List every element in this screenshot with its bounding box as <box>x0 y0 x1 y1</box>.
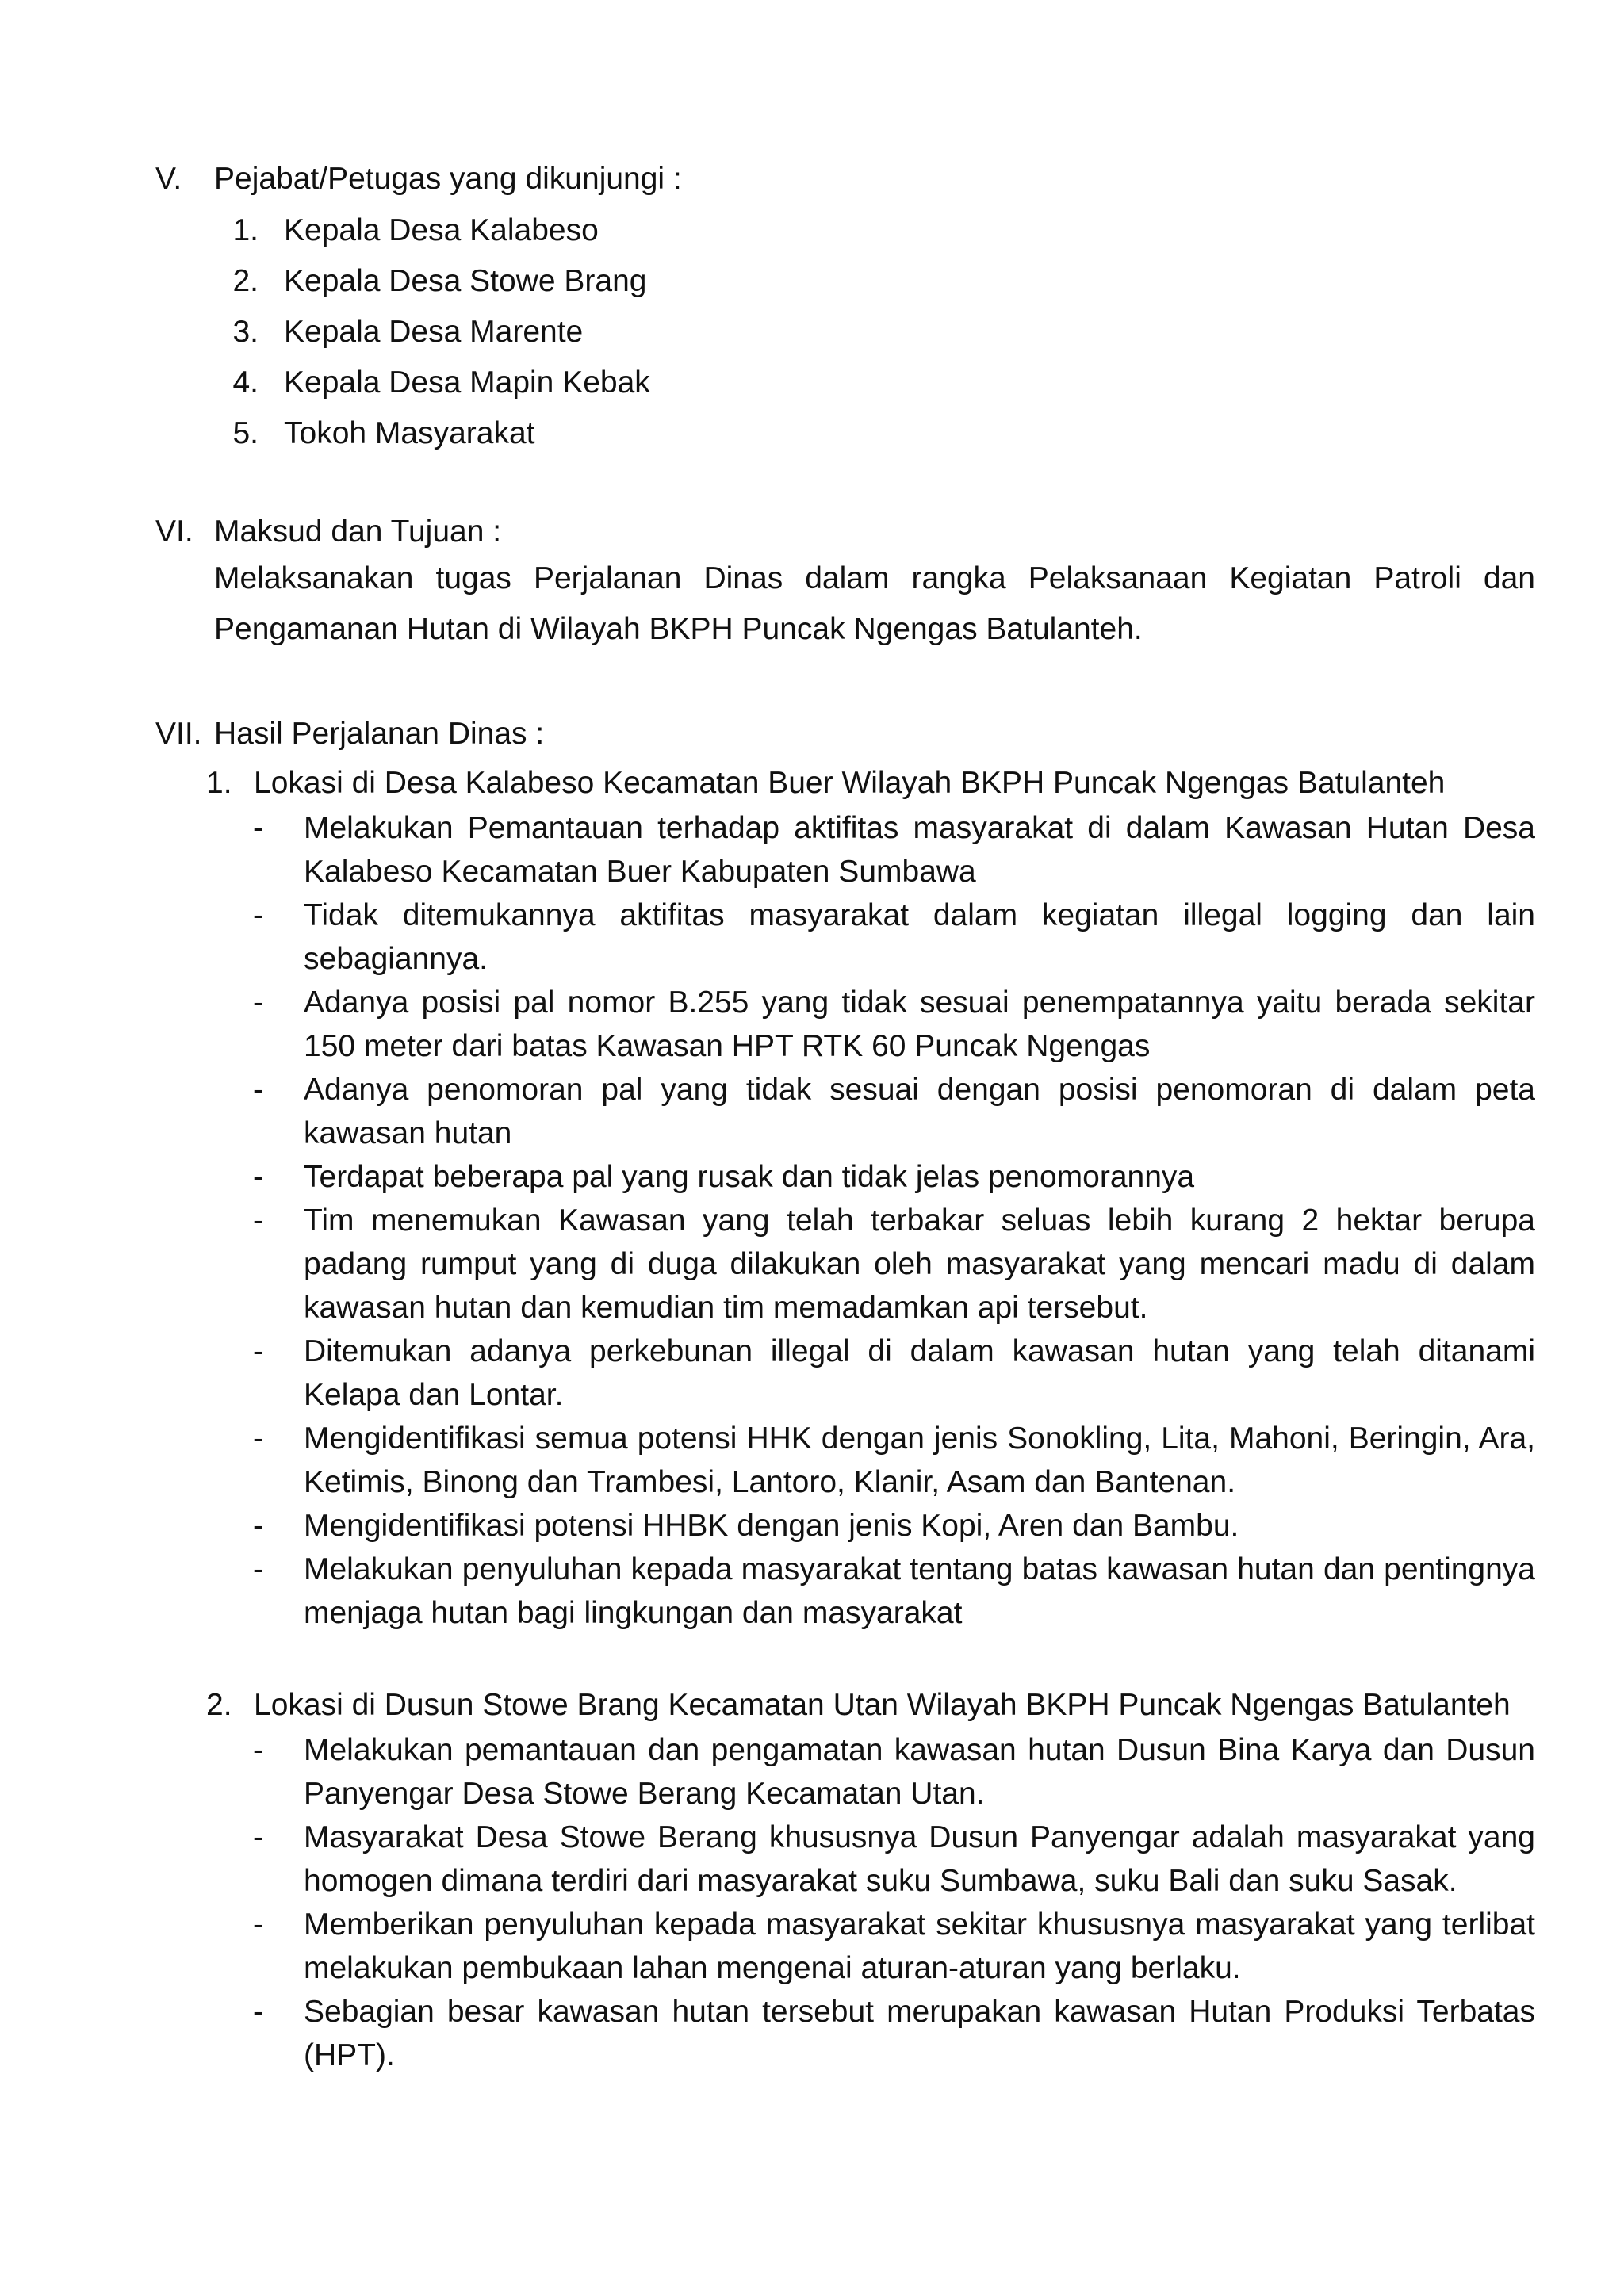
list-item-text: Masyarakat Desa Stowe Berang khususnya Dusun Panyengar adalah masyarakat yang homogen dimana terdiri dari masyarakat suku Sumbawa, suku Bali dan suku Sasak. <box>304 1820 1535 1898</box>
dash-bullet: - <box>253 1203 263 1238</box>
location-1-number: 1. <box>206 766 232 800</box>
list-item <box>206 1816 1535 1903</box>
section-v-numeral: V. <box>155 162 182 196</box>
dash-bullet: - <box>253 1552 263 1586</box>
section-vi-heading <box>155 510 1535 553</box>
list-item-text: Mengidentifikasi potensi HHBK dengan jenis Kopi, Aren dan Bambu. <box>304 1509 1239 1543</box>
list-item <box>206 1199 1535 1330</box>
location-2 <box>206 1683 1535 2077</box>
list-item-text: Kepala Desa Mapin Kebak <box>284 365 650 400</box>
list-item-text: Adanya penomoran pal yang tidak sesuai dengan posisi penomoran di dalam peta kawasan hutan <box>304 1073 1535 1150</box>
dash-bullet: - <box>253 985 263 1020</box>
location-2-title: Lokasi di Dusun Stowe Brang Kecamatan Utan Wilayah BKPH Puncak Ngengas Batulanteh <box>254 1688 1511 1722</box>
dash-bullet: - <box>253 1733 263 1767</box>
list-item-text: Kepala Desa Stowe Brang <box>284 264 647 298</box>
section-vi-body: Melaksanakan tugas Perjalanan Dinas dalam rangka Pelaksanaan Kegiatan Patroli dan Pengamanan Hutan di Wilayah BKPH Puncak Ngengas Batulanteh. <box>214 561 1535 646</box>
list-item <box>206 1068 1535 1155</box>
dash-bullet: - <box>253 1334 263 1368</box>
location-2-heading <box>206 1683 1535 1727</box>
list-item-text: Melakukan Pemantauan terhadap aktifitas masyarakat di dalam Kawasan Hutan Desa Kalabeso Kecamatan Buer Kabupaten Sumbawa <box>304 811 1535 889</box>
list-item <box>206 1155 1535 1199</box>
location-1-title: Lokasi di Desa Kalabeso Kecamatan Buer Wilayah BKPH Puncak Ngengas Batulanteh <box>254 766 1446 800</box>
list-item-number: 2. <box>232 264 259 298</box>
visited-officials-list <box>155 205 1535 459</box>
list-item-text: Melakukan pemantauan dan pengamatan kawasan hutan Dusun Bina Karya dan Dusun Panyengar Desa Stowe Berang Kecamatan Utan. <box>304 1733 1535 1811</box>
dash-bullet: - <box>253 1820 263 1854</box>
section-vii <box>155 712 1535 756</box>
list-item-text: Tokoh Masyarakat <box>284 416 535 450</box>
location-2-number: 2. <box>206 1688 232 1722</box>
list-item <box>206 981 1535 1068</box>
section-vi <box>155 510 1535 655</box>
list-item <box>206 806 1535 894</box>
location-1 <box>206 761 1535 1635</box>
list-item <box>206 1330 1535 1417</box>
dash-bullet: - <box>253 811 263 845</box>
list-item <box>155 358 1535 408</box>
list-item-number: 5. <box>232 416 259 450</box>
list-item-text: Adanya posisi pal nomor B.255 yang tidak sesuai penempatannya yaitu berada sekitar 150 meter dari batas Kawasan HPT RTK 60 Puncak Ngengas <box>304 985 1535 1063</box>
list-item-text: Terdapat beberapa pal yang rusak dan tidak jelas penomorannya <box>304 1160 1195 1194</box>
list-item <box>206 1903 1535 1990</box>
list-item-text: Kepala Desa Kalabeso <box>284 213 599 247</box>
section-v <box>155 157 1535 459</box>
list-item <box>155 205 1535 256</box>
section-vii-title: Hasil Perjalanan Dinas : <box>214 717 545 751</box>
list-item-number: 4. <box>232 365 259 400</box>
section-vii-numeral: VII. <box>155 717 202 751</box>
list-item <box>206 1417 1535 1504</box>
list-item <box>155 408 1535 459</box>
dash-bullet: - <box>253 1995 263 2029</box>
list-item <box>206 1548 1535 1635</box>
dash-bullet: - <box>253 1073 263 1107</box>
list-item-text: Sebagian besar kawasan hutan tersebut merupakan kawasan Hutan Produksi Terbatas (HPT). <box>304 1995 1535 2072</box>
section-vii-heading <box>155 712 1535 756</box>
list-item-number: 1. <box>232 213 259 247</box>
location-1-heading <box>206 761 1535 805</box>
list-item-text: Tidak ditemukannya aktifitas masyarakat dalam kegiatan illegal logging dan lain sebagiannya. <box>304 898 1535 976</box>
list-item-text: Memberikan penyuluhan kepada masyarakat sekitar khususnya masyarakat yang terlibat melakukan pembukaan lahan mengenai aturan-aturan yang berlaku. <box>304 1908 1535 1985</box>
dash-bullet: - <box>253 1422 263 1456</box>
list-item <box>206 1504 1535 1548</box>
section-v-heading <box>155 157 1535 201</box>
location-1-findings <box>206 806 1535 1635</box>
section-vi-title: Maksud dan Tujuan : <box>214 515 502 549</box>
dash-bullet: - <box>253 1509 263 1543</box>
section-v-title: Pejabat/Petugas yang dikunjungi : <box>214 162 682 196</box>
dash-bullet: - <box>253 898 263 932</box>
list-item <box>206 894 1535 981</box>
list-item <box>155 256 1535 307</box>
section-vi-numeral: VI. <box>155 515 193 549</box>
list-item-text: Melakukan penyuluhan kepada masyarakat tentang batas kawasan hutan dan pentingnya menjaga hutan bagi lingkungan dan masyarakat <box>304 1552 1535 1630</box>
list-item-text: Tim menemukan Kawasan yang telah terbakar seluas lebih kurang 2 hektar berupa padang rumput yang di duga dilakukan oleh masyarakat yang mencari madu di dalam kawasan hutan dan kemudian tim memadamkan api tersebut. <box>304 1203 1535 1325</box>
list-item-text: Mengidentifikasi semua potensi HHK dengan jenis Sonokling, Lita, Mahoni, Beringin, Ara, Ketimis, Binong dan Trambesi, Lantoro, Klanir, Asam dan Bantenan. <box>304 1422 1535 1499</box>
list-item-text: Ditemukan adanya perkebunan illegal di dalam kawasan hutan yang telah ditanami Kelapa dan Lontar. <box>304 1334 1535 1412</box>
location-2-findings <box>206 1728 1535 2077</box>
list-item-text: Kepala Desa Marente <box>284 315 584 349</box>
list-item <box>206 1728 1535 1816</box>
list-item <box>206 1990 1535 2077</box>
dash-bullet: - <box>253 1160 263 1194</box>
list-item-number: 3. <box>232 315 259 349</box>
dash-bullet: - <box>253 1908 263 1942</box>
list-item <box>155 307 1535 358</box>
